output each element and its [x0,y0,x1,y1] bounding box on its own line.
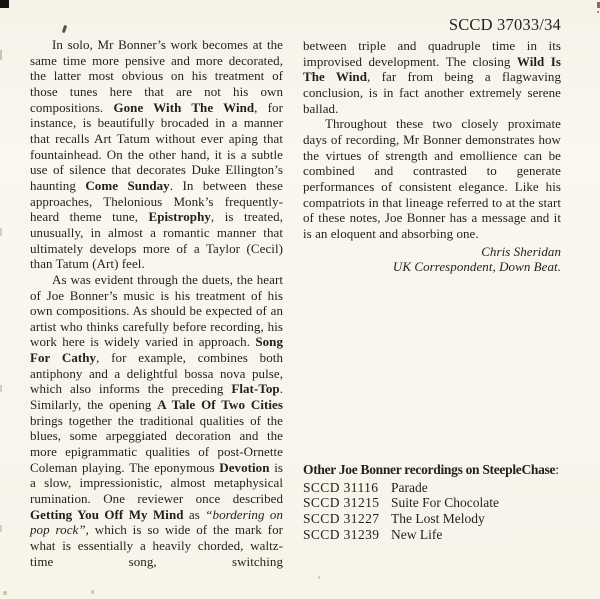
body-text: as [183,506,206,522]
discography-album-title: New Life [391,526,443,542]
bold-title-text: Come Sunday [85,177,170,193]
scan-artifact-corner-mark [0,0,9,8]
scan-artifact-edge-pink [0,525,2,532]
body-text: , for example, combines both antiphony and a delightful bossa nova pulse, which also informs the preceding [30,350,283,397]
discography-row [303,511,571,527]
bold-title-text: Wild Is The Wind [303,53,562,85]
author-signature [303,244,561,275]
body-text: is a slow, impressionistic, almost metaphysical rumination. One reviewer once described [30,459,283,507]
discography-catalog-number: SCCD 31227 [303,511,380,527]
discography-heading [303,462,571,478]
scan-artifact-edge-pink [0,385,2,392]
paragraph [30,272,283,569]
body-text: , far from being a flagwaving conclusion, is in fact another extremely serene ballad. [303,69,561,116]
discography-heading-text: Other Joe Bonner recordings on SteepleChase [303,462,556,477]
discography-catalog-number: SCCD 31116 [303,479,379,495]
left-text-column [30,37,283,569]
bold-title-text: Flat-Top [231,381,280,397]
signature-line: Chris Sheridan [481,243,561,259]
scan-artifact-speck [91,590,94,594]
bold-title-text: Devotion [219,459,270,475]
body-text: , is treated, unusually, in almost a romantic manner that ultimately develops more of a Taylor (Cecil) than Tatum (Art) feel. [30,209,283,272]
scan-artifact-stray-quote [62,25,67,34]
bold-title-text: A Tale Of Two Cities [157,397,283,413]
bold-title-text: Getting You Off My Mind [30,506,184,522]
paragraph [30,37,283,272]
paragraph [303,116,561,241]
discography-album-title: Suite For Chocolate [391,495,499,511]
scan-artifact-speck [318,576,320,579]
right-text-column [303,14,561,275]
bold-title-text: Epistrophy [148,209,211,225]
discography-section [303,462,571,543]
scan-artifact-edge-tick [0,228,2,236]
signature-line: UK Correspondent, Down Beat. [392,259,561,275]
discography-list [303,480,571,543]
body-text: , for instance, is beautifully brocaded in a manner that recalls Art Tatum without ever aping that fountainhead. On the other hand, it is a subtle use of silence that decorates Duke Ellington’s haunting [30,99,283,193]
discography-album-title: The Lost Melody [391,511,485,527]
body-text: . Similarly, the opening [30,381,283,413]
right-column-body [303,38,561,242]
scan-artifact-edge-tick [0,50,2,60]
scan-artifact-red-fleck-small [597,11,599,13]
bold-title-text: Gone With The Wind [113,99,255,115]
body-text: brings together the traditional qualities of the blues, some arpeggiated decoration and the more epigrammatic qualities of post-Ornette Coleman playing. The eponymous [30,412,283,475]
scan-artifact-speck [3,591,7,595]
body-text: Throughout these two closely proximate days of recording, Mr Bonner demonstrates how the virtues of strength and emollience can be combined and contrasted to generate performances of consistent elegance. Like his compatriots in that lineage referred to at the start of these notes, Joe Bonner has a message and it is an eloquent and absorbing one. [303,116,561,241]
discography-row [303,527,571,543]
body-text: , which is so wide of the mark for what is essentially a heavily chorded, waltz-time song, switching [30,522,283,569]
discography-row [303,480,571,496]
catalog-number-header: SCCD 37033/34 [448,15,561,34]
discography-album-title: Parade [391,479,428,495]
body-text: In solo, Mr Bonner’s work becomes at the same time more pensive and more decorated, the latter most obvious on his treatment of those tunes here that are not his own compositions. [30,37,283,115]
bold-title-text: Song For Cathy [30,334,283,366]
discography-catalog-number: SCCD 31215 [303,495,380,511]
body-text: between triple and quadruple time in its improvised development. The closing [303,38,561,69]
body-text: As was evident through the duets, the heart of Joe Bonner’s music is his treatment of his own compositions. As should be expected of an artist who thinks carefully before recording, his work here is widely varied in approach. [30,271,283,350]
body-text: . In between these approaches, Thelonious Monk’s frequently-heard theme tune, [30,177,283,225]
discography-heading-colon: : [555,462,559,477]
paragraph [303,38,561,116]
italic-quote-text: “bordering on pop rock” [30,506,283,538]
discography-catalog-number: SCCD 31239 [303,526,380,542]
discography-row [303,495,571,511]
